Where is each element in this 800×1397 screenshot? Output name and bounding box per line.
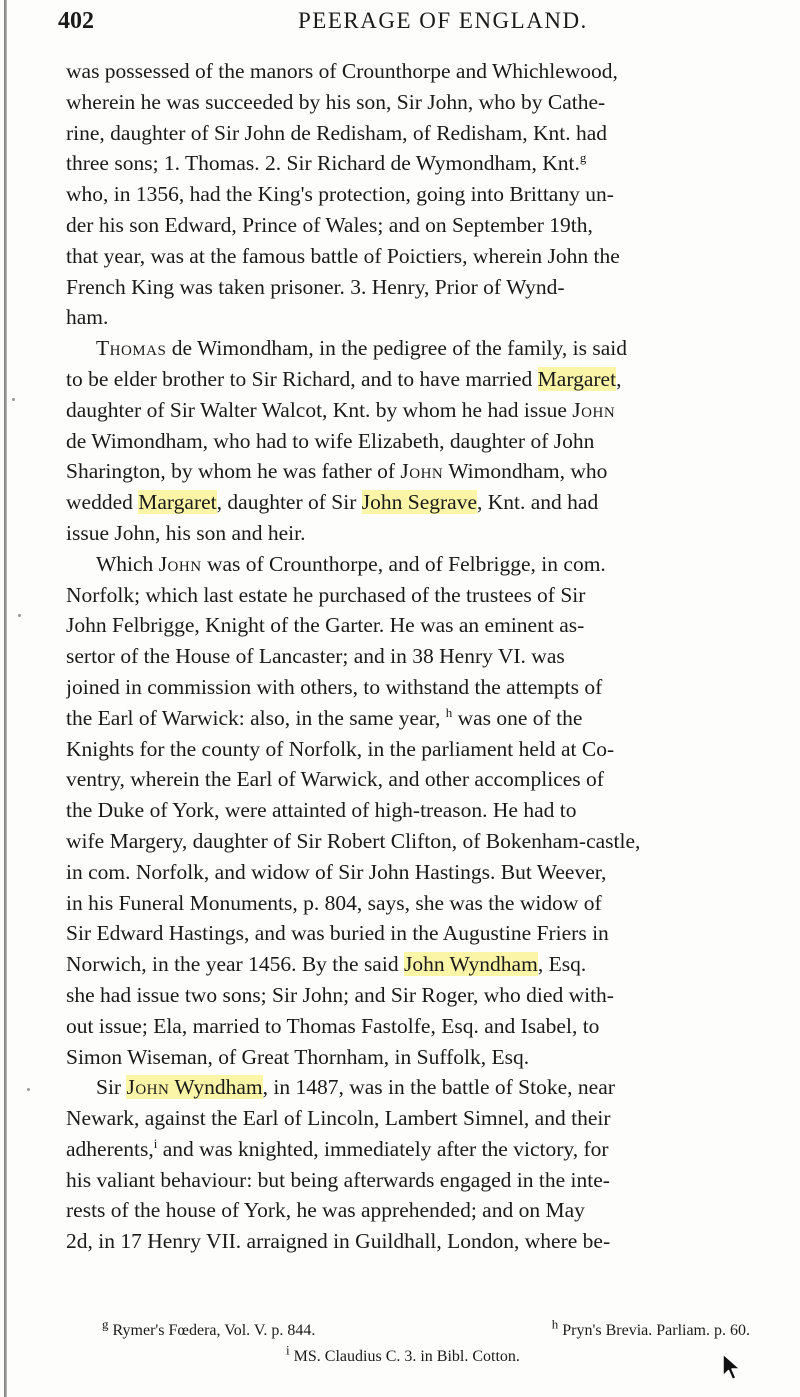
text-line: de Wimondham, who had to wife Elizabeth, daughter of John [66,428,595,453]
paper-speck [27,1088,30,1091]
text-line: 2d, in 17 Henry VII. arraigned in Guildhall, London, where be- [66,1229,611,1254]
text-line: who, in 1356, had the King's protection, going into Brittany un- [66,182,614,207]
footnote-g: $^g$ Rymer's Fœdera, Vol. V. p. 844. [102,1316,316,1339]
text-line: wife Margery, daughter of Sir Robert Clifton, of Bokenham-castle, [66,828,641,853]
running-title: PEERAGE OF ENGLAND. [298,8,588,33]
footnote-h: $^h$ Pryn's Brevia. Parliam. p. 60. [551,1316,750,1339]
footnote-i: $^i$ MS. Claudius C. 3. in Bibl. Cotton. [286,1342,520,1365]
text-line: ham. [66,305,109,330]
text-line: French King was taken prisoner. 3. Henry, Prior of Wynd- [66,274,565,299]
text-line: der his son Edward, Prince of Wales; and on September 19th, [66,212,593,237]
text-line: to be elder brother to Sir Richard, and to have married Margaret, [66,366,622,391]
text-line: Thomas de Wimondham, in the pedigree of the family, is said [96,336,627,361]
page-edge-shadow [4,0,7,1397]
footnote-ref: h [445,704,453,720]
text-line: wedded Margaret, daughter of Sir John Segrave, Knt. and had [66,490,599,515]
text-line: Which John was of Crounthorpe, and of Felbrigge, in com. [96,551,606,576]
text-line: Norwich, in the year 1456. By the said John Wyndham, Esq. [66,952,587,977]
text-line: three sons; 1. Thomas. 2. Sir Richard de Wymondham, Knt.$^g$ [66,150,587,176]
text-line: in his Funeral Monuments, p. 804, says, she was the widow of [66,890,602,915]
text-line: ventry, wherein the Earl of Warwick, and other accomplices of [66,767,604,792]
highlighted-name: Margaret [537,366,617,391]
text-line: rests of the house of York, he was apprehended; and on May [66,1198,585,1223]
text-line: daughter of Sir Walter Walcot, Knt. by whom he had issue John [66,397,616,422]
text-line: John Felbrigge, Knight of the Garter. He was an eminent as- [66,613,585,638]
text-line: out issue; Ela, married to Thomas Fastolfe, Esq. and Isabel, to [66,1013,600,1038]
text-line: the Earl of Warwick: also, in the same year, $^h$ was one of the [66,704,583,730]
text-line: Sir John Wyndham, in 1487, was in the battle of Stoke, near [96,1075,615,1100]
text-line: Knights for the county of Norfolk, in the parliament held at Co- [66,736,615,761]
text-line: rine, daughter of Sir John de Redisham, of Redisham, Knt. had [66,120,607,145]
text-line: Sharington, by whom he was father of John Wimondham, who [66,459,608,484]
paper-speck [18,614,21,617]
text-line: the Duke of York, were attainted of high-treason. He had to [66,798,577,823]
text-line: issue John, his son and heir. [66,520,306,545]
highlighted-name: John Segrave [361,490,477,515]
text-line: Simon Wiseman, of Great Thornham, in Suffolk, Esq. [66,1044,530,1069]
text-line: she had issue two sons; Sir John; and Sir Roger, who died with- [66,982,614,1007]
footnotes [66,1318,780,1370]
highlighted-name: Margaret [138,490,217,515]
text-line: his valiant behaviour: but being afterwards engaged in the inte- [66,1167,610,1192]
page-header [58,8,778,48]
footnote-ref: i [153,1135,158,1151]
highlighted-name: John Wyndham [403,952,538,977]
text-line: Newark, against the Earl of Lincoln, Lambert Simnel, and their [66,1106,611,1131]
paper-speck [12,398,15,401]
page-number: 402 [58,8,94,34]
text-line: joined in commission with others, to withstand the attempts of [66,674,603,699]
mouse-pointer-icon [721,1352,743,1382]
text-line: Sir Edward Hastings, and was buried in the Augustine Friers in [66,921,609,946]
text-line: sertor of the House of Lancaster; and in 38 Henry VI. was [66,644,565,669]
text-line: in com. Norfolk, and widow of Sir John Hastings. But Weever, [66,859,607,884]
highlighted-name: John Wyndham [126,1075,263,1100]
text-line: that year, was at the famous battle of Poictiers, wherein John the [66,243,620,268]
footnote-ref: g [579,150,587,166]
text-line: was possessed of the manors of Crounthorpe and Whichlewood, [66,59,618,83]
body-text [66,56,780,1257]
text-line: adherents,$^i$ and was knighted, immediately after the victory, for [66,1135,609,1161]
text-line: wherein he was succeeded by his son, Sir John, who by Cathe- [66,89,606,114]
text-line: Norfolk; which last estate he purchased of the trustees of Sir [66,582,586,607]
